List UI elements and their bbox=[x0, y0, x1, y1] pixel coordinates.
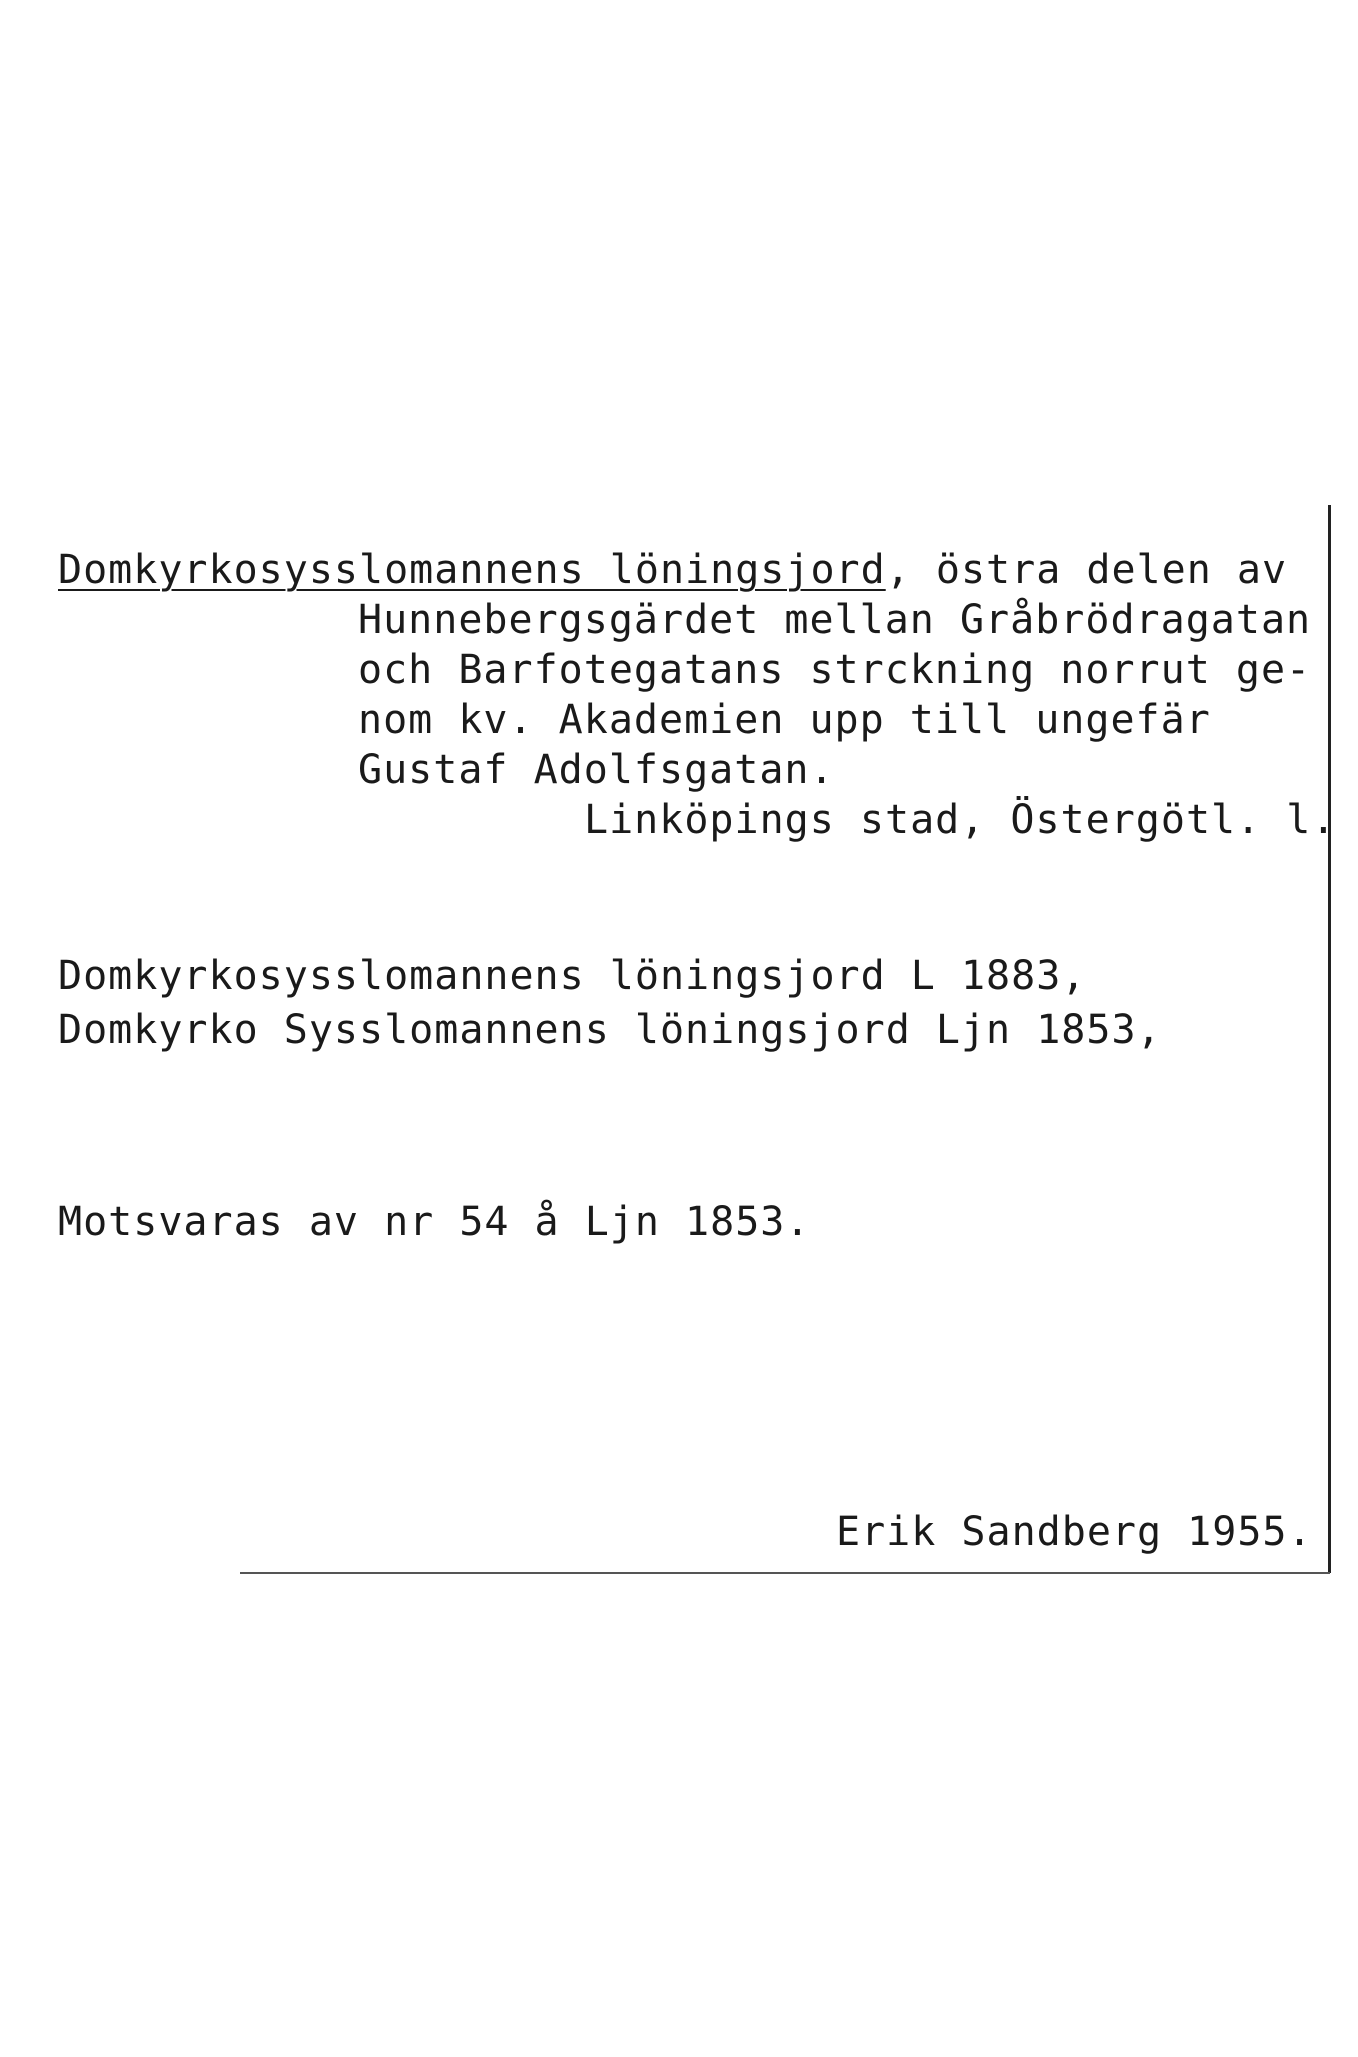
description-line: Hunnebergsgärdet mellan Gråbrödragatan bbox=[358, 597, 1312, 643]
heading-rest: , östra delen av bbox=[885, 547, 1288, 593]
variant-form: Domkyrkosysslomannens löningsjord L 1883, bbox=[58, 953, 1087, 999]
correspondence-note: Motsvaras av nr 54 å Ljn 1853. bbox=[58, 1199, 811, 1245]
description-line: nom kv. Akademien upp till ungefär bbox=[358, 697, 1211, 743]
heading-term: Domkyrkosysslomannens löningsjord bbox=[58, 547, 886, 593]
location-line: Linköpings stad, Östergötl. l. bbox=[584, 797, 1337, 843]
description-line: och Barfotegatans strckning norrut ge- bbox=[358, 647, 1312, 693]
signature: Erik Sandberg 1955. bbox=[836, 1509, 1313, 1555]
card-edge-right bbox=[1328, 505, 1331, 1573]
description-line: Gustaf Adolfsgatan. bbox=[358, 747, 835, 793]
variant-form: Domkyrko Sysslomannens löningsjord Ljn 1853, bbox=[58, 1007, 1162, 1053]
heading-line bbox=[58, 546, 1287, 594]
card-edge-bottom bbox=[240, 1572, 1330, 1574]
